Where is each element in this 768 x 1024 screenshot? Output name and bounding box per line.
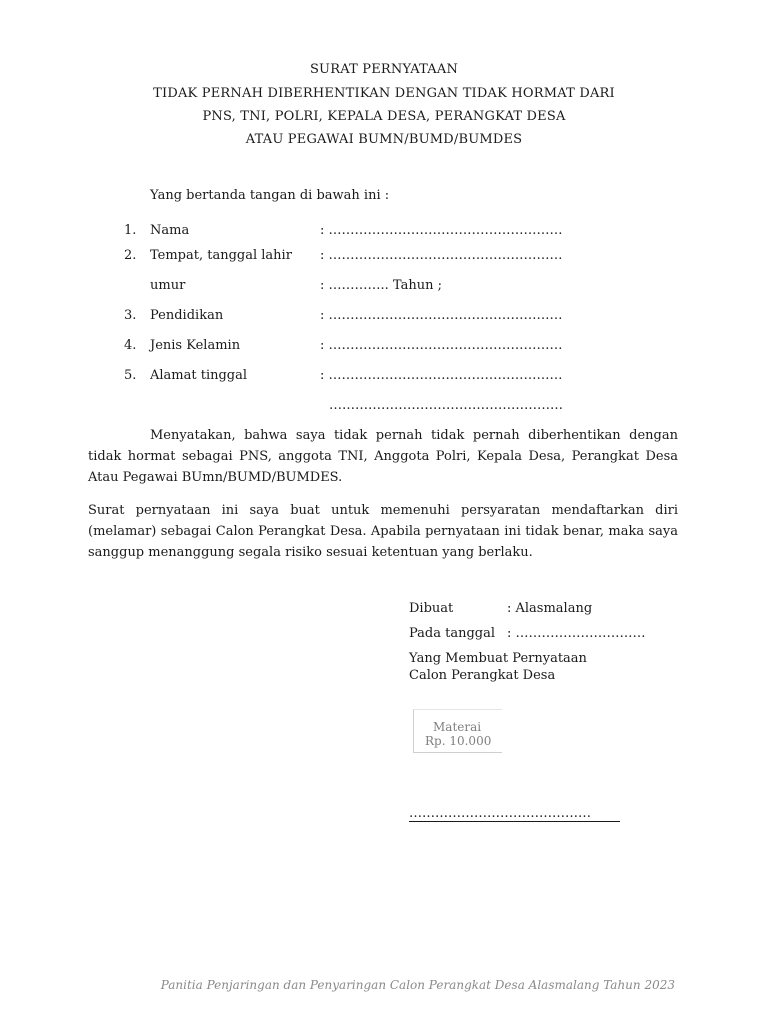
tanggal-label: Pada tanggal	[409, 626, 496, 641]
field-number: 5.	[124, 368, 137, 383]
title-line-4: ATAU PEGAWAI BUMN/BUMD/BUMDES	[245, 132, 523, 147]
field-number: 3.	[124, 308, 137, 323]
field-label: Alamat tinggal	[150, 368, 248, 383]
field-label: Jenis Kelamin	[150, 338, 241, 353]
field-label: Pendidikan	[150, 308, 224, 323]
field-label: Tempat, tanggal lahir	[150, 248, 292, 263]
field-label: Nama	[150, 223, 190, 238]
field-value: : ………………………………………………	[320, 338, 563, 353]
field-value: : ………………………………………………	[320, 248, 563, 263]
dibuat-value: : Alasmalang	[507, 601, 593, 616]
field-label: umur	[150, 278, 186, 293]
dibuat-label: Dibuat	[409, 601, 454, 616]
signature-line: ……………………………………	[409, 807, 620, 822]
field-number: 4.	[124, 338, 137, 353]
materai-amount: Rp. 10.000	[425, 734, 492, 748]
purpose-paragraph: Surat pernyataan ini saya buat untuk memenuhi persyaratan mendaftarkan diri (melamar) sebagai Calon Perangkat Desa. Apabila pernyataan ini tidak benar, maka saya sanggup menanggung segala risiko sesuai ketentuan yang berlaku.	[88, 503, 678, 560]
field-number: 2.	[124, 248, 137, 263]
page-footer: Panitia Penjaringan dan Penyaringan Calon Perangkat Desa Alasmalang Tahun 2023	[160, 978, 675, 992]
role-text: Calon Perangkat Desa	[409, 668, 556, 683]
statement-paragraph	[88, 425, 678, 488]
statement-text: Menyatakan, bahwa saya tidak pernah tidak pernah diberhentikan dengan tidak hormat sebagai PNS, anggota TNI, Anggota Polri, Kepala Desa, Perangkat Desa Atau Pegawai BUmn/BUMD/BUMDES.	[88, 428, 678, 485]
field-value: : ………………………………………………	[320, 308, 563, 323]
document-title: SURAT PERNYATAAN	[309, 62, 459, 77]
address-extra-line: ………………………………………………	[329, 398, 563, 413]
title-line-2: TIDAK PERNAH DIBERHENTIKAN DENGAN TIDAK HORMAT DARI	[153, 86, 615, 101]
field-number: 1.	[124, 223, 137, 238]
field-value: : ………………………………………………	[320, 223, 563, 238]
tanggal-value: : …………………………	[507, 626, 646, 641]
title-line-3: PNS, TNI, POLRI, KEPALA DESA, PERANGKAT DESA	[202, 109, 566, 124]
field-value: : ………….. Tahun ;	[320, 278, 442, 293]
materai-stamp-box	[413, 709, 502, 753]
field-value: : ………………………………………………	[320, 368, 563, 383]
maker-text: Yang Membuat Pernyataan	[409, 651, 587, 666]
intro-text: Yang bertanda tangan di bawah ini :	[150, 188, 390, 203]
materai-label: Materai	[433, 720, 482, 734]
